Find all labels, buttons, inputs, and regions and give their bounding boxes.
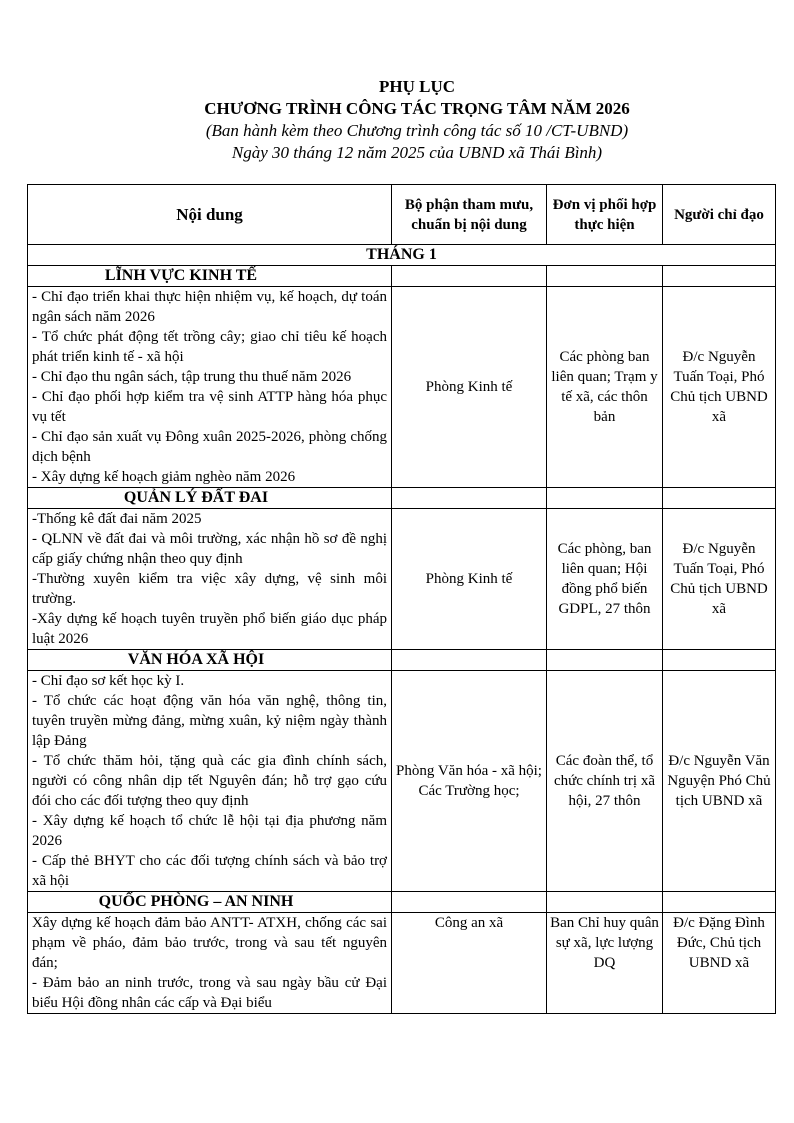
work-program-table [27, 184, 776, 1014]
month-label: THÁNG 1 [28, 245, 776, 266]
empty-cell [392, 650, 547, 671]
list-item: - Xây dựng kế hoạch tổ chức lễ hội tại địa phương năm 2026 [32, 813, 387, 849]
empty-cell [663, 266, 776, 287]
coordinator-cell: Các đoàn thể, tổ chức chính trị xã hội, 27 thôn [547, 671, 663, 892]
empty-cell [392, 488, 547, 509]
section-items [28, 509, 392, 650]
section-items [28, 913, 392, 1014]
column-header-coordinator: Đơn vị phối hợp thực hiện [547, 185, 663, 245]
month-row [28, 245, 776, 266]
column-header-department: Bộ phận tham mưu, chuẩn bị nội dung [392, 185, 547, 245]
empty-cell [547, 488, 663, 509]
empty-cell [663, 892, 776, 913]
section-content-row [28, 671, 776, 892]
list-item: - Tổ chức phát động tết trồng cây; giao chỉ tiêu kế hoạch phát triển kinh tế - xã hội [32, 329, 387, 365]
director-cell: Đ/c Đặng Đình Đức, Chủ tịch UBND xã [663, 913, 776, 1014]
coordinator-cell: Ban Chỉ huy quân sự xã, lực lượng DQ [547, 913, 663, 1014]
section-header-row [28, 892, 776, 913]
list-item: - Chỉ đạo sơ kết học kỳ I. [32, 673, 185, 689]
program-title: CHƯƠNG TRÌNH CÔNG TÁC TRỌNG TÂM NĂM 2026 [204, 99, 630, 118]
empty-cell [547, 650, 663, 671]
list-item: -Xây dựng kế hoạch tuyên truyền phổ biến giáo dục pháp luật 2026 [32, 611, 387, 647]
department-cell: Công an xã [392, 913, 547, 1014]
table-header-row [28, 185, 776, 245]
section-header-row [28, 488, 776, 509]
section-items [28, 671, 392, 892]
list-item: - Chỉ đạo triển khai thực hiện nhiệm vụ, kế hoạch, dự toán ngân sách năm 2026 [32, 289, 387, 325]
list-item: - Chỉ đạo sản xuất vụ Đông xuân 2025-2026, phòng chống dịch bệnh [32, 429, 387, 465]
department-cell: Phòng Kinh tế [392, 287, 547, 488]
issuance-note: (Ban hành kèm theo Chương trình công tác số 10 /CT-UBND) [205, 121, 629, 140]
empty-cell [392, 892, 547, 913]
section-title: QUẢN LÝ ĐẤT ĐAI [28, 488, 392, 509]
list-item: - Chỉ đạo phối hợp kiểm tra vệ sinh ATTP hàng hóa phục vụ tết [32, 389, 387, 425]
coordinator-cell: Các phòng ban liên quan; Trạm y tế xã, các thôn bản [547, 287, 663, 488]
empty-cell [392, 266, 547, 287]
section-items [28, 287, 392, 488]
list-item: - Xây dựng kế hoạch giảm nghèo năm 2026 [32, 469, 296, 485]
section-content-row [28, 287, 776, 488]
empty-cell [663, 488, 776, 509]
coordinator-cell: Các phòng, ban liên quan; Hội đồng phổ biến GDPL, 27 thôn [547, 509, 663, 650]
list-item: - Chỉ đạo thu ngân sách, tập trung thu thuế năm 2026 [32, 369, 352, 385]
empty-cell [547, 266, 663, 287]
department-cell: Phòng Kinh tế [392, 509, 547, 650]
empty-cell [663, 650, 776, 671]
list-item: -Thống kê đất đai năm 2025 [32, 511, 202, 527]
document-header [0, 76, 794, 164]
section-content-row [28, 509, 776, 650]
list-item: -Thường xuyên kiểm tra việc xây dựng, vệ sinh môi trường. [32, 571, 387, 607]
list-item: - Cấp thẻ BHYT cho các đối tượng chính sách và bảo trợ xã hội [32, 853, 387, 889]
column-header-director: Người chỉ đạo [663, 185, 776, 245]
section-content-row [28, 913, 776, 1014]
empty-cell [547, 892, 663, 913]
section-header-row [28, 650, 776, 671]
director-cell: Đ/c Nguyễn Tuấn Toại, Phó Chủ tịch UBND xã [663, 509, 776, 650]
section-title: VĂN HÓA XÃ HỘI [28, 650, 392, 671]
director-cell: Đ/c Nguyễn Văn Nguyện Phó Chủ tịch UBND xã [663, 671, 776, 892]
section-title: LĨNH VỰC KINH TẾ [28, 266, 392, 287]
issuance-date: Ngày 30 tháng 12 năm 2025 của UBND xã Thái Bình) [231, 143, 603, 162]
list-item: - Đảm bảo an ninh trước, trong và sau ngày bầu cử Đại biểu Hội đồng nhân các cấp và Đại biểu [32, 975, 387, 1011]
list-item: Xây dựng kế hoạch đảm bảo ANTT- ATXH, chống các sai phạm về pháo, đảm bảo trước, trong và sau tết nguyên đán; [32, 915, 387, 971]
list-item: - Tổ chức thăm hỏi, tặng quà các gia đình chính sách, người có công nhân dịp tết Nguyên đán; hỗ trợ gạo cứu đói cho các đối tượng theo quy định [32, 753, 387, 809]
appendix-title: PHỤ LỤC [378, 77, 456, 96]
department-cell: Phòng Văn hóa - xã hội; Các Trường học; [392, 671, 547, 892]
list-item: - QLNN về đất đai và môi trường, xác nhận hồ sơ đề nghị cấp giấy chứng nhận theo quy định [32, 531, 387, 567]
section-title: QUỐC PHÒNG – AN NINH [28, 892, 392, 913]
section-header-row [28, 266, 776, 287]
column-header-content: Nội dung [28, 185, 392, 245]
list-item: - Tổ chức các hoạt động văn hóa văn nghệ, thông tin, tuyên truyền mừng đảng, mừng xuân, kỷ niệm ngày thành lập Đảng [32, 693, 387, 749]
director-cell: Đ/c Nguyễn Tuấn Toại, Phó Chủ tịch UBND xã [663, 287, 776, 488]
